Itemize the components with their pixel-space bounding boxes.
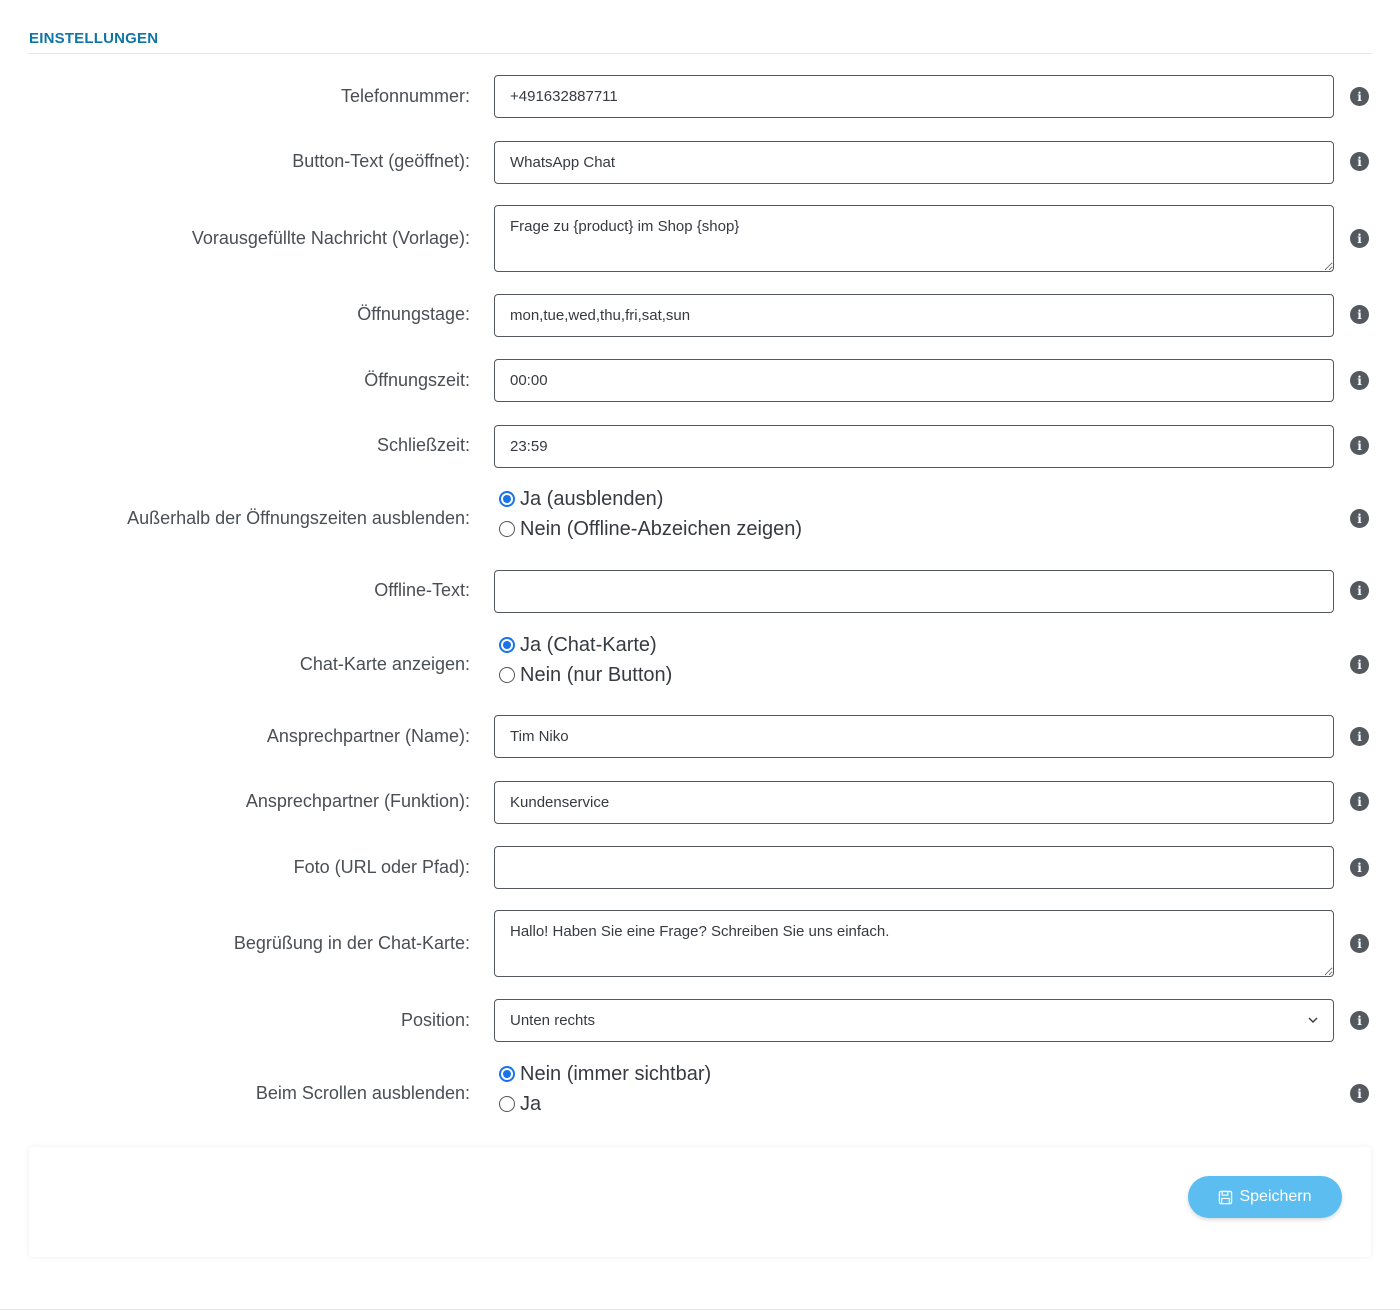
radio-button[interactable]	[499, 667, 515, 683]
info-icon[interactable]: i	[1350, 152, 1369, 171]
form-row-prefilled-message	[0, 205, 1400, 272]
form-row-position	[0, 999, 1400, 1042]
info-icon[interactable]: i	[1350, 1084, 1369, 1103]
greeting-textarea[interactable]	[494, 910, 1334, 977]
closing-time-input[interactable]	[494, 425, 1334, 468]
radio-label: Nein (nur Button)	[520, 663, 673, 686]
phone-input[interactable]	[494, 75, 1334, 118]
save-icon	[1218, 1190, 1233, 1205]
contact-role-label: Ansprechpartner (Funktion):	[245, 791, 470, 811]
radio-label: Nein (immer sichtbar)	[520, 1062, 712, 1085]
info-icon[interactable]: i	[1350, 792, 1369, 811]
radio-option-ja[interactable]	[499, 1089, 711, 1119]
hide-outside-hours-radio-group	[499, 484, 802, 544]
opening-days-input[interactable]	[494, 294, 1334, 337]
contact-name-label: Ansprechpartner (Name):	[266, 726, 470, 746]
panel-footer	[29, 1147, 1371, 1257]
closing-time-label: Schließzeit:	[376, 435, 470, 455]
chevron-down-icon	[1307, 1014, 1319, 1026]
info-icon[interactable]: i	[1350, 371, 1369, 390]
info-icon[interactable]: i	[1350, 87, 1369, 106]
form-row-greeting	[0, 910, 1400, 977]
info-icon[interactable]: i	[1350, 436, 1369, 455]
panel-header	[29, 30, 1371, 54]
radio-option-nein-immer-sichtbar[interactable]	[499, 1059, 711, 1089]
offline-text-input[interactable]	[494, 570, 1334, 613]
opening-time-label: Öffnungszeit:	[364, 370, 470, 390]
info-icon[interactable]: i	[1350, 581, 1369, 600]
form-row-offline-text	[0, 570, 1400, 613]
radio-label: Ja (Chat-Karte)	[520, 633, 657, 656]
form-row-opening-days	[0, 294, 1400, 337]
radio-option-ja-chat-karte[interactable]	[499, 630, 672, 660]
show-chat-card-label: Chat-Karte anzeigen:	[299, 654, 470, 674]
hide-on-scroll-radio-group	[499, 1059, 711, 1119]
position-selected-value: Unten rechts	[510, 1012, 596, 1029]
form-row-closing-time	[0, 425, 1400, 468]
info-icon[interactable]: i	[1350, 1011, 1369, 1030]
radio-option-nein-nur-button[interactable]	[499, 660, 672, 690]
form-row-opening-time	[0, 359, 1400, 402]
radio-label: Nein (Offline-Abzeichen zeigen)	[520, 517, 803, 540]
button-text-input[interactable]	[494, 141, 1334, 184]
radio-button[interactable]	[499, 637, 515, 653]
opening-time-input[interactable]	[494, 359, 1334, 402]
save-button[interactable]	[1188, 1176, 1342, 1218]
prefilled-message-textarea[interactable]	[494, 205, 1334, 272]
offline-text-label: Offline-Text:	[374, 580, 470, 600]
greeting-label: Begrüßung in der Chat-Karte:	[233, 933, 470, 953]
info-icon[interactable]: i	[1350, 934, 1369, 953]
show-chat-card-radio-group	[499, 630, 672, 690]
form-row-contact-name	[0, 715, 1400, 758]
form-row-hide-outside-hours	[0, 484, 1400, 544]
form-row-hide-on-scroll	[0, 1059, 1400, 1119]
photo-input[interactable]	[494, 846, 1334, 889]
radio-button[interactable]	[499, 521, 515, 537]
form-row-phone	[0, 75, 1400, 118]
radio-option-nein-offline[interactable]	[499, 514, 802, 544]
form-row-contact-role	[0, 781, 1400, 824]
form-row-button-text	[0, 141, 1400, 184]
radio-option-ja-ausblenden[interactable]	[499, 484, 802, 514]
radio-button[interactable]	[499, 491, 515, 507]
form-row-show-chat-card	[0, 630, 1400, 690]
panel-title: EINSTELLUNGEN	[29, 30, 159, 47]
radio-button[interactable]	[499, 1096, 515, 1112]
bottom-divider	[0, 1309, 1400, 1310]
contact-name-input[interactable]	[494, 715, 1334, 758]
info-icon[interactable]: i	[1350, 305, 1369, 324]
info-icon[interactable]: i	[1350, 727, 1369, 746]
hide-on-scroll-label: Beim Scrollen ausblenden:	[255, 1083, 470, 1103]
info-icon[interactable]: i	[1350, 509, 1369, 528]
phone-label: Telefonnummer:	[340, 86, 470, 106]
radio-button[interactable]	[499, 1066, 515, 1082]
form-row-photo	[0, 846, 1400, 889]
info-icon[interactable]: i	[1350, 655, 1369, 674]
radio-label: Ja	[520, 1092, 542, 1115]
hide-outside-hours-label: Außerhalb der Öffnungszeiten ausblenden:	[127, 508, 470, 528]
save-button-label: Speichern	[1239, 1188, 1312, 1205]
info-icon[interactable]: i	[1350, 858, 1369, 877]
button-text-label: Button-Text (geöffnet):	[292, 151, 470, 171]
info-icon[interactable]: i	[1350, 229, 1369, 248]
prefilled-message-label: Vorausgefüllte Nachricht (Vorlage):	[191, 228, 470, 248]
radio-label: Ja (ausblenden)	[520, 487, 664, 510]
position-select[interactable]	[494, 999, 1334, 1042]
photo-label: Foto (URL oder Pfad):	[293, 857, 470, 877]
opening-days-label: Öffnungstage:	[357, 304, 470, 324]
contact-role-input[interactable]	[494, 781, 1334, 824]
position-label: Position:	[400, 1010, 470, 1030]
